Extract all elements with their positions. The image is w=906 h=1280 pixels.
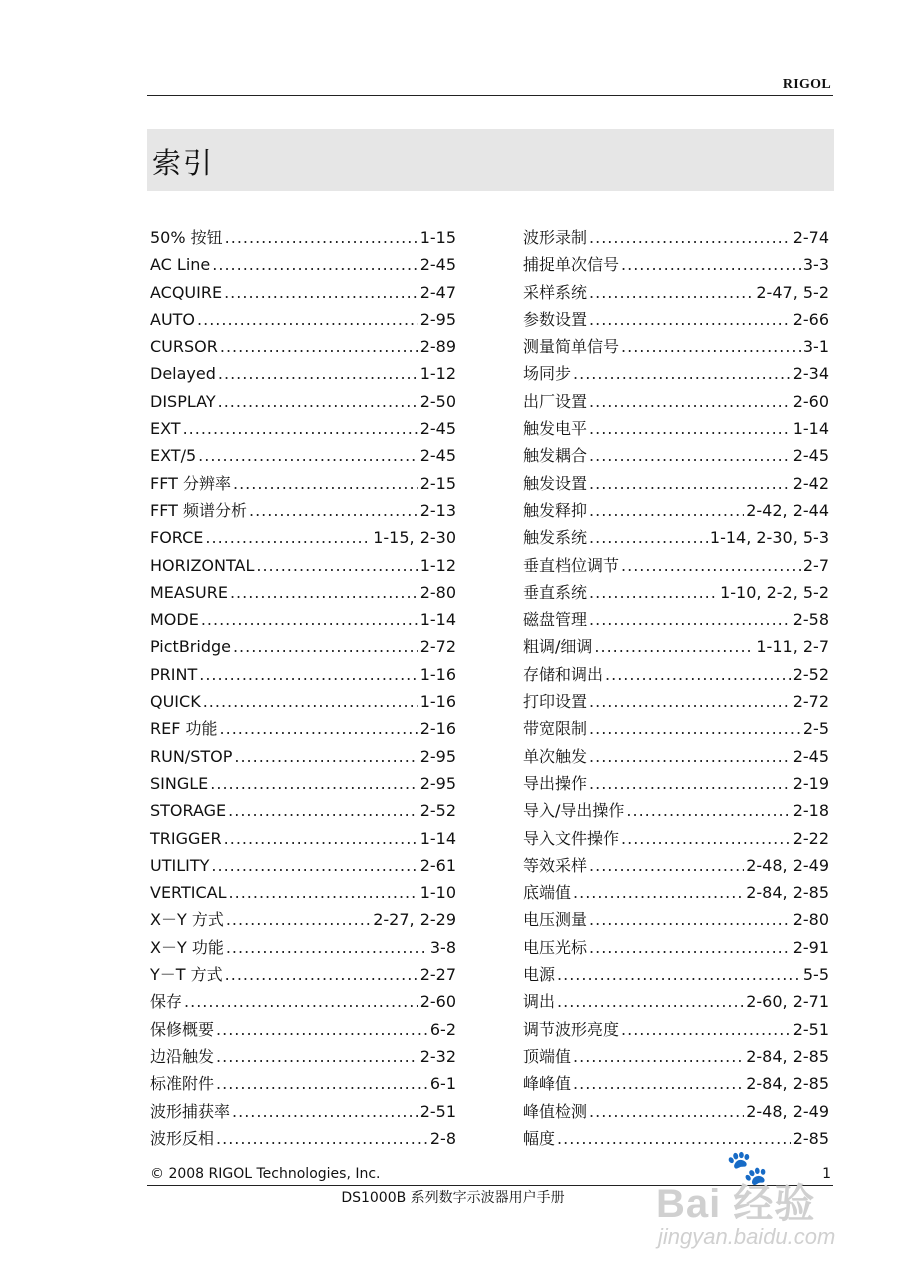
index-term: 捕捉单次信号	[523, 255, 620, 275]
index-entry	[150, 306, 456, 333]
dot-leader	[205, 524, 371, 551]
index-entry	[523, 415, 829, 442]
index-page-ref: 2-42, 2-44	[746, 500, 829, 520]
index-entry	[523, 524, 829, 551]
dot-leader	[216, 1070, 428, 1097]
index-entry	[523, 1070, 829, 1097]
index-entry	[150, 1098, 456, 1125]
index-term: ACQUIRE	[150, 282, 223, 302]
index-entry	[150, 442, 456, 469]
index-entry	[523, 688, 829, 715]
index-entry	[150, 388, 456, 415]
index-entry	[150, 770, 456, 797]
dot-leader	[216, 1125, 428, 1152]
dot-leader	[626, 797, 790, 824]
dot-leader	[210, 770, 417, 797]
index-entry	[523, 388, 829, 415]
dot-leader	[256, 552, 417, 579]
index-entry	[150, 961, 456, 988]
dot-leader	[198, 442, 418, 469]
dot-leader	[218, 360, 418, 387]
dot-leader	[216, 1016, 428, 1043]
index-page-ref: 2-74	[792, 228, 829, 247]
baidu-watermark	[656, 1148, 846, 1258]
index-term: 底端值	[523, 883, 572, 903]
index-page-ref: 2-72	[419, 637, 456, 657]
dot-leader	[220, 715, 418, 742]
index-term: 顶端值	[523, 1046, 572, 1066]
index-page-ref: 6-1	[429, 1074, 456, 1094]
dot-leader	[589, 579, 718, 606]
index-term: 触发系统	[523, 528, 588, 548]
index-page-ref: 2-47	[419, 282, 456, 302]
index-page-ref: 2-18	[792, 801, 829, 821]
index-term: CURSOR	[150, 337, 218, 357]
dot-leader	[197, 306, 418, 333]
copyright: © 2008 RIGOL Technologies, Inc.	[150, 1166, 381, 1182]
index-page-ref: 2-89	[419, 337, 456, 357]
index-page-ref: 2-84, 2-85	[746, 1074, 829, 1094]
brand-logo: RIGOL	[782, 77, 831, 92]
index-entry	[523, 552, 829, 579]
dot-leader	[589, 497, 744, 524]
index-page-ref: 1-12	[419, 555, 456, 575]
dot-leader	[233, 470, 418, 497]
index-entry	[150, 633, 456, 660]
index-term: QUICK	[150, 692, 201, 712]
dot-leader	[203, 688, 418, 715]
index-page-ref: 2-45	[792, 446, 829, 466]
dot-leader	[224, 279, 418, 306]
index-page-ref: 2-61	[419, 855, 456, 875]
dot-leader	[212, 251, 417, 278]
index-page-ref: 1-14	[419, 828, 456, 848]
index-entry	[150, 906, 456, 933]
index-page-ref: 2-8	[429, 1128, 456, 1148]
dot-leader	[573, 1043, 744, 1070]
dot-leader	[232, 1098, 418, 1125]
dot-leader	[589, 906, 791, 933]
title-band	[147, 129, 834, 191]
index-entry	[150, 934, 456, 961]
index-page-ref: 1-14, 2-30, 5-3	[709, 528, 829, 548]
index-entry	[523, 333, 829, 360]
index-term: 保修概要	[150, 1019, 215, 1039]
index-entry	[150, 715, 456, 742]
dot-leader	[228, 797, 418, 824]
dot-leader	[589, 1098, 744, 1125]
index-term: TRIGGER	[150, 828, 222, 848]
dot-leader	[249, 497, 418, 524]
index-term: 边沿触发	[150, 1046, 215, 1066]
index-entry	[523, 961, 829, 988]
index-page-ref: 2-50	[419, 391, 456, 411]
index-page-ref: 2-95	[419, 773, 456, 793]
index-page-ref: 2-95	[419, 309, 456, 329]
index-page-ref: 2-84, 2-85	[746, 1046, 829, 1066]
index-entry	[150, 524, 456, 551]
dot-leader	[589, 279, 754, 306]
index-entry	[150, 251, 456, 278]
dot-leader	[226, 934, 428, 961]
index-page-ref: 1-15, 2-30	[373, 528, 456, 548]
index-entry	[150, 224, 456, 251]
index-entry	[150, 797, 456, 824]
index-entry	[523, 743, 829, 770]
index-term: 触发电平	[523, 419, 588, 439]
index-entry	[523, 1016, 829, 1043]
index-term: 电压测量	[523, 910, 588, 930]
index-term: 幅度	[523, 1128, 556, 1148]
index-entry	[523, 934, 829, 961]
index-page-ref: 2-60	[419, 992, 456, 1012]
watermark-brand: Bai 经验	[656, 1182, 816, 1226]
index-entry	[150, 415, 456, 442]
index-term: UTILITY	[150, 855, 210, 875]
dot-leader	[621, 333, 801, 360]
index-term: Y－T 方式	[150, 965, 223, 985]
index-entry	[523, 906, 829, 933]
dot-leader	[589, 606, 791, 633]
index-term: 电压光标	[523, 937, 588, 957]
index-term: STORAGE	[150, 801, 227, 821]
dot-leader	[594, 633, 754, 660]
index-term: 测量简单信号	[523, 337, 620, 357]
index-term: 电源	[523, 965, 556, 985]
watermark-url: jingyan.baidu.com	[658, 1224, 836, 1249]
index-entry	[150, 606, 456, 633]
index-page-ref: 2-85	[792, 1128, 829, 1148]
index-page-ref: 2-34	[792, 364, 829, 384]
index-page-ref: 2-27	[419, 965, 456, 985]
dot-leader	[589, 934, 791, 961]
index-term: 保存	[150, 992, 183, 1012]
index-term: X－Y 功能	[150, 937, 224, 957]
index-entry	[523, 579, 829, 606]
index-entry	[150, 988, 456, 1015]
index-page-ref: 2-48, 2-49	[746, 855, 829, 875]
index-term: AC Line	[150, 255, 211, 275]
index-page-ref: 2-60, 2-71	[746, 992, 829, 1012]
index-page-ref: 5-5	[802, 965, 829, 985]
index-term: FFT 频谱分析	[150, 500, 247, 520]
index-term: AUTO	[150, 309, 196, 329]
dot-leader	[211, 852, 417, 879]
index-page-ref: 1-16	[419, 692, 456, 712]
index-entry	[523, 442, 829, 469]
dot-leader	[226, 906, 371, 933]
index-page-ref: 2-32	[419, 1046, 456, 1066]
paw-icon: 🐾	[726, 1149, 769, 1187]
index-page-ref: 2-51	[419, 1101, 456, 1121]
index-term: 波形捕获率	[150, 1101, 231, 1121]
index-page-ref: 2-80	[792, 910, 829, 930]
index-term: PRINT	[150, 664, 198, 684]
index-term: 导出操作	[523, 773, 588, 793]
index-entry	[523, 879, 829, 906]
dot-leader	[621, 825, 791, 852]
index-term: MODE	[150, 610, 199, 630]
index-page-ref: 1-10, 2-2, 5-2	[720, 582, 829, 602]
dot-leader	[589, 715, 801, 742]
index-page-ref: 2-5	[802, 719, 829, 739]
index-entry	[523, 279, 829, 306]
dot-leader	[216, 1043, 418, 1070]
index-term: FFT 分辨率	[150, 473, 231, 493]
index-page-ref: 1-10	[419, 883, 456, 903]
dot-leader	[184, 988, 418, 1015]
index-entry	[150, 1016, 456, 1043]
index-term: 场同步	[523, 364, 572, 384]
index-page-ref: 2-52	[792, 664, 829, 684]
index-page-ref: 2-80	[419, 582, 456, 602]
index-term: DISPLAY	[150, 391, 216, 411]
dot-leader	[621, 552, 801, 579]
index-page-ref: 1-12	[419, 364, 456, 384]
index-entry	[150, 552, 456, 579]
index-entry	[523, 988, 829, 1015]
index-term: 导入/导出操作	[523, 801, 625, 821]
index-page-ref: 2-45	[792, 746, 829, 766]
index-page-ref: 2-16	[419, 719, 456, 739]
index-page-ref: 2-45	[419, 255, 456, 275]
dot-leader	[621, 251, 801, 278]
index-page-ref: 2-22	[792, 828, 829, 848]
index-page-ref: 2-84, 2-85	[746, 883, 829, 903]
index-term: RUN/STOP	[150, 746, 233, 766]
dot-leader	[229, 879, 418, 906]
index-term: Delayed	[150, 364, 216, 384]
index-entry	[150, 825, 456, 852]
index-term: 调出	[523, 992, 556, 1012]
index-term: 存储和调出	[523, 664, 604, 684]
dot-leader	[225, 224, 418, 251]
index-term: 带宽限制	[523, 719, 588, 739]
index-page-ref: 3-3	[802, 255, 829, 275]
dot-leader	[589, 306, 791, 333]
index-term: 垂直档位调节	[523, 555, 620, 575]
index-column-left	[150, 224, 456, 1152]
index-page-ref: 1-14	[792, 419, 829, 439]
dot-leader	[589, 388, 791, 415]
dot-leader	[589, 743, 791, 770]
index-entry	[523, 360, 829, 387]
index-page-ref: 2-52	[419, 801, 456, 821]
index-entry	[150, 333, 456, 360]
dot-leader	[621, 1016, 791, 1043]
index-term: 峰峰值	[523, 1074, 572, 1094]
index-page-ref: 1-15	[419, 228, 456, 247]
index-entry	[523, 661, 829, 688]
index-entry	[523, 825, 829, 852]
index-term: X－Y 方式	[150, 910, 224, 930]
index-entry	[523, 470, 829, 497]
dot-leader	[557, 988, 744, 1015]
index-term: PictBridge	[150, 637, 231, 657]
index-term: 等效采样	[523, 855, 588, 875]
dot-leader	[230, 579, 418, 606]
dot-leader	[233, 633, 418, 660]
index-entry	[523, 224, 829, 251]
index-entry	[523, 633, 829, 660]
index-page-ref: 2-45	[419, 446, 456, 466]
page-number: 1	[822, 1166, 831, 1182]
dot-leader	[573, 360, 791, 387]
index-entry	[150, 279, 456, 306]
index-term: 触发设置	[523, 473, 588, 493]
dot-leader	[589, 415, 791, 442]
index-page-ref: 2-15	[419, 473, 456, 493]
index-term: EXT/5	[150, 446, 197, 466]
dot-leader	[557, 961, 801, 988]
index-term: 磁盘管理	[523, 610, 588, 630]
index-entry	[523, 606, 829, 633]
index-entry	[150, 579, 456, 606]
index-page-ref: 2-48, 2-49	[746, 1101, 829, 1121]
index-term: 标准附件	[150, 1074, 215, 1094]
index-term: 参数设置	[523, 309, 588, 329]
index-entry	[150, 1125, 456, 1152]
dot-leader	[573, 879, 744, 906]
dot-leader	[201, 606, 418, 633]
index-entry	[150, 1070, 456, 1097]
index-term: SINGLE	[150, 773, 209, 793]
index-term: 调节波形亮度	[523, 1019, 620, 1039]
dot-leader	[183, 415, 418, 442]
index-page-ref: 3-8	[429, 937, 456, 957]
index-term: FORCE	[150, 528, 204, 548]
index-entry	[523, 715, 829, 742]
index-term: 出厂设置	[523, 391, 588, 411]
index-page-ref: 2-66	[792, 309, 829, 329]
index-entry	[523, 852, 829, 879]
index-entry	[523, 770, 829, 797]
index-page-ref: 3-1	[802, 337, 829, 357]
dot-leader	[605, 661, 791, 688]
index-page-ref: 2-42	[792, 473, 829, 493]
index-page-ref: 2-45	[419, 419, 456, 439]
dot-leader	[224, 825, 418, 852]
index-entry	[150, 852, 456, 879]
index-term: 触发耦合	[523, 446, 588, 466]
index-entry	[150, 879, 456, 906]
index-entry	[523, 306, 829, 333]
index-term: VERTICAL	[150, 883, 227, 903]
index-column-right	[523, 224, 829, 1152]
dot-leader	[589, 770, 791, 797]
index-entry	[150, 497, 456, 524]
dot-leader	[589, 852, 744, 879]
manual-subtitle: DS1000B 系列数字示波器用户手册	[341, 1190, 565, 1206]
index-entry	[150, 360, 456, 387]
index-entry	[150, 1043, 456, 1070]
index-page-ref: 6-2	[429, 1019, 456, 1039]
index-page-ref: 2-91	[792, 937, 829, 957]
index-page-ref: 2-27, 2-29	[373, 910, 456, 930]
index-entry	[523, 497, 829, 524]
dot-leader	[234, 743, 417, 770]
index-page-ref: 2-19	[792, 773, 829, 793]
index-term: 导入文件操作	[523, 828, 620, 848]
index-term: 采样系统	[523, 282, 588, 302]
dot-leader	[589, 524, 708, 551]
dot-leader	[589, 470, 791, 497]
dot-leader	[199, 661, 417, 688]
index-term: 波形录制	[523, 228, 588, 247]
dot-leader	[218, 388, 418, 415]
index-page-ref: 2-60	[792, 391, 829, 411]
index-page-ref: 2-95	[419, 746, 456, 766]
index-page-ref: 1-14	[419, 610, 456, 630]
index-term: 触发释抑	[523, 500, 588, 520]
dot-leader	[589, 688, 791, 715]
dot-leader	[573, 1070, 744, 1097]
index-entry	[523, 251, 829, 278]
index-entry	[150, 661, 456, 688]
index-page-ref: 2-47, 5-2	[756, 282, 829, 302]
index-entry	[523, 1043, 829, 1070]
page-title: 索引	[152, 146, 215, 180]
dot-leader	[220, 333, 418, 360]
index-term: EXT	[150, 419, 181, 439]
index-term: 单次触发	[523, 746, 588, 766]
index-entry	[150, 743, 456, 770]
index-term: MEASURE	[150, 582, 228, 602]
index-page-ref: 1-11, 2-7	[756, 637, 829, 657]
index-term: 50% 按钮	[150, 228, 223, 247]
index-term: 粗调/细调	[523, 637, 593, 657]
index-page-ref: 2-7	[802, 555, 829, 575]
index-term: HORIZONTAL	[150, 555, 255, 575]
index-term: 打印设置	[523, 692, 588, 712]
index-page-ref: 2-13	[419, 500, 456, 520]
dot-leader	[225, 961, 418, 988]
index-entry	[150, 688, 456, 715]
header-rule	[147, 95, 833, 96]
index-page-ref: 2-51	[792, 1019, 829, 1039]
dot-leader	[589, 442, 791, 469]
index-entry	[523, 1098, 829, 1125]
index-term: 波形反相	[150, 1128, 215, 1148]
index-entry	[523, 797, 829, 824]
index-page-ref: 2-72	[792, 692, 829, 712]
dot-leader	[589, 224, 791, 251]
index-term: 峰值检测	[523, 1101, 588, 1121]
index-term: 垂直系统	[523, 582, 588, 602]
index-page-ref: 2-58	[792, 610, 829, 630]
index-page-ref: 1-16	[419, 664, 456, 684]
index-entry	[150, 470, 456, 497]
index-term: REF 功能	[150, 719, 218, 739]
